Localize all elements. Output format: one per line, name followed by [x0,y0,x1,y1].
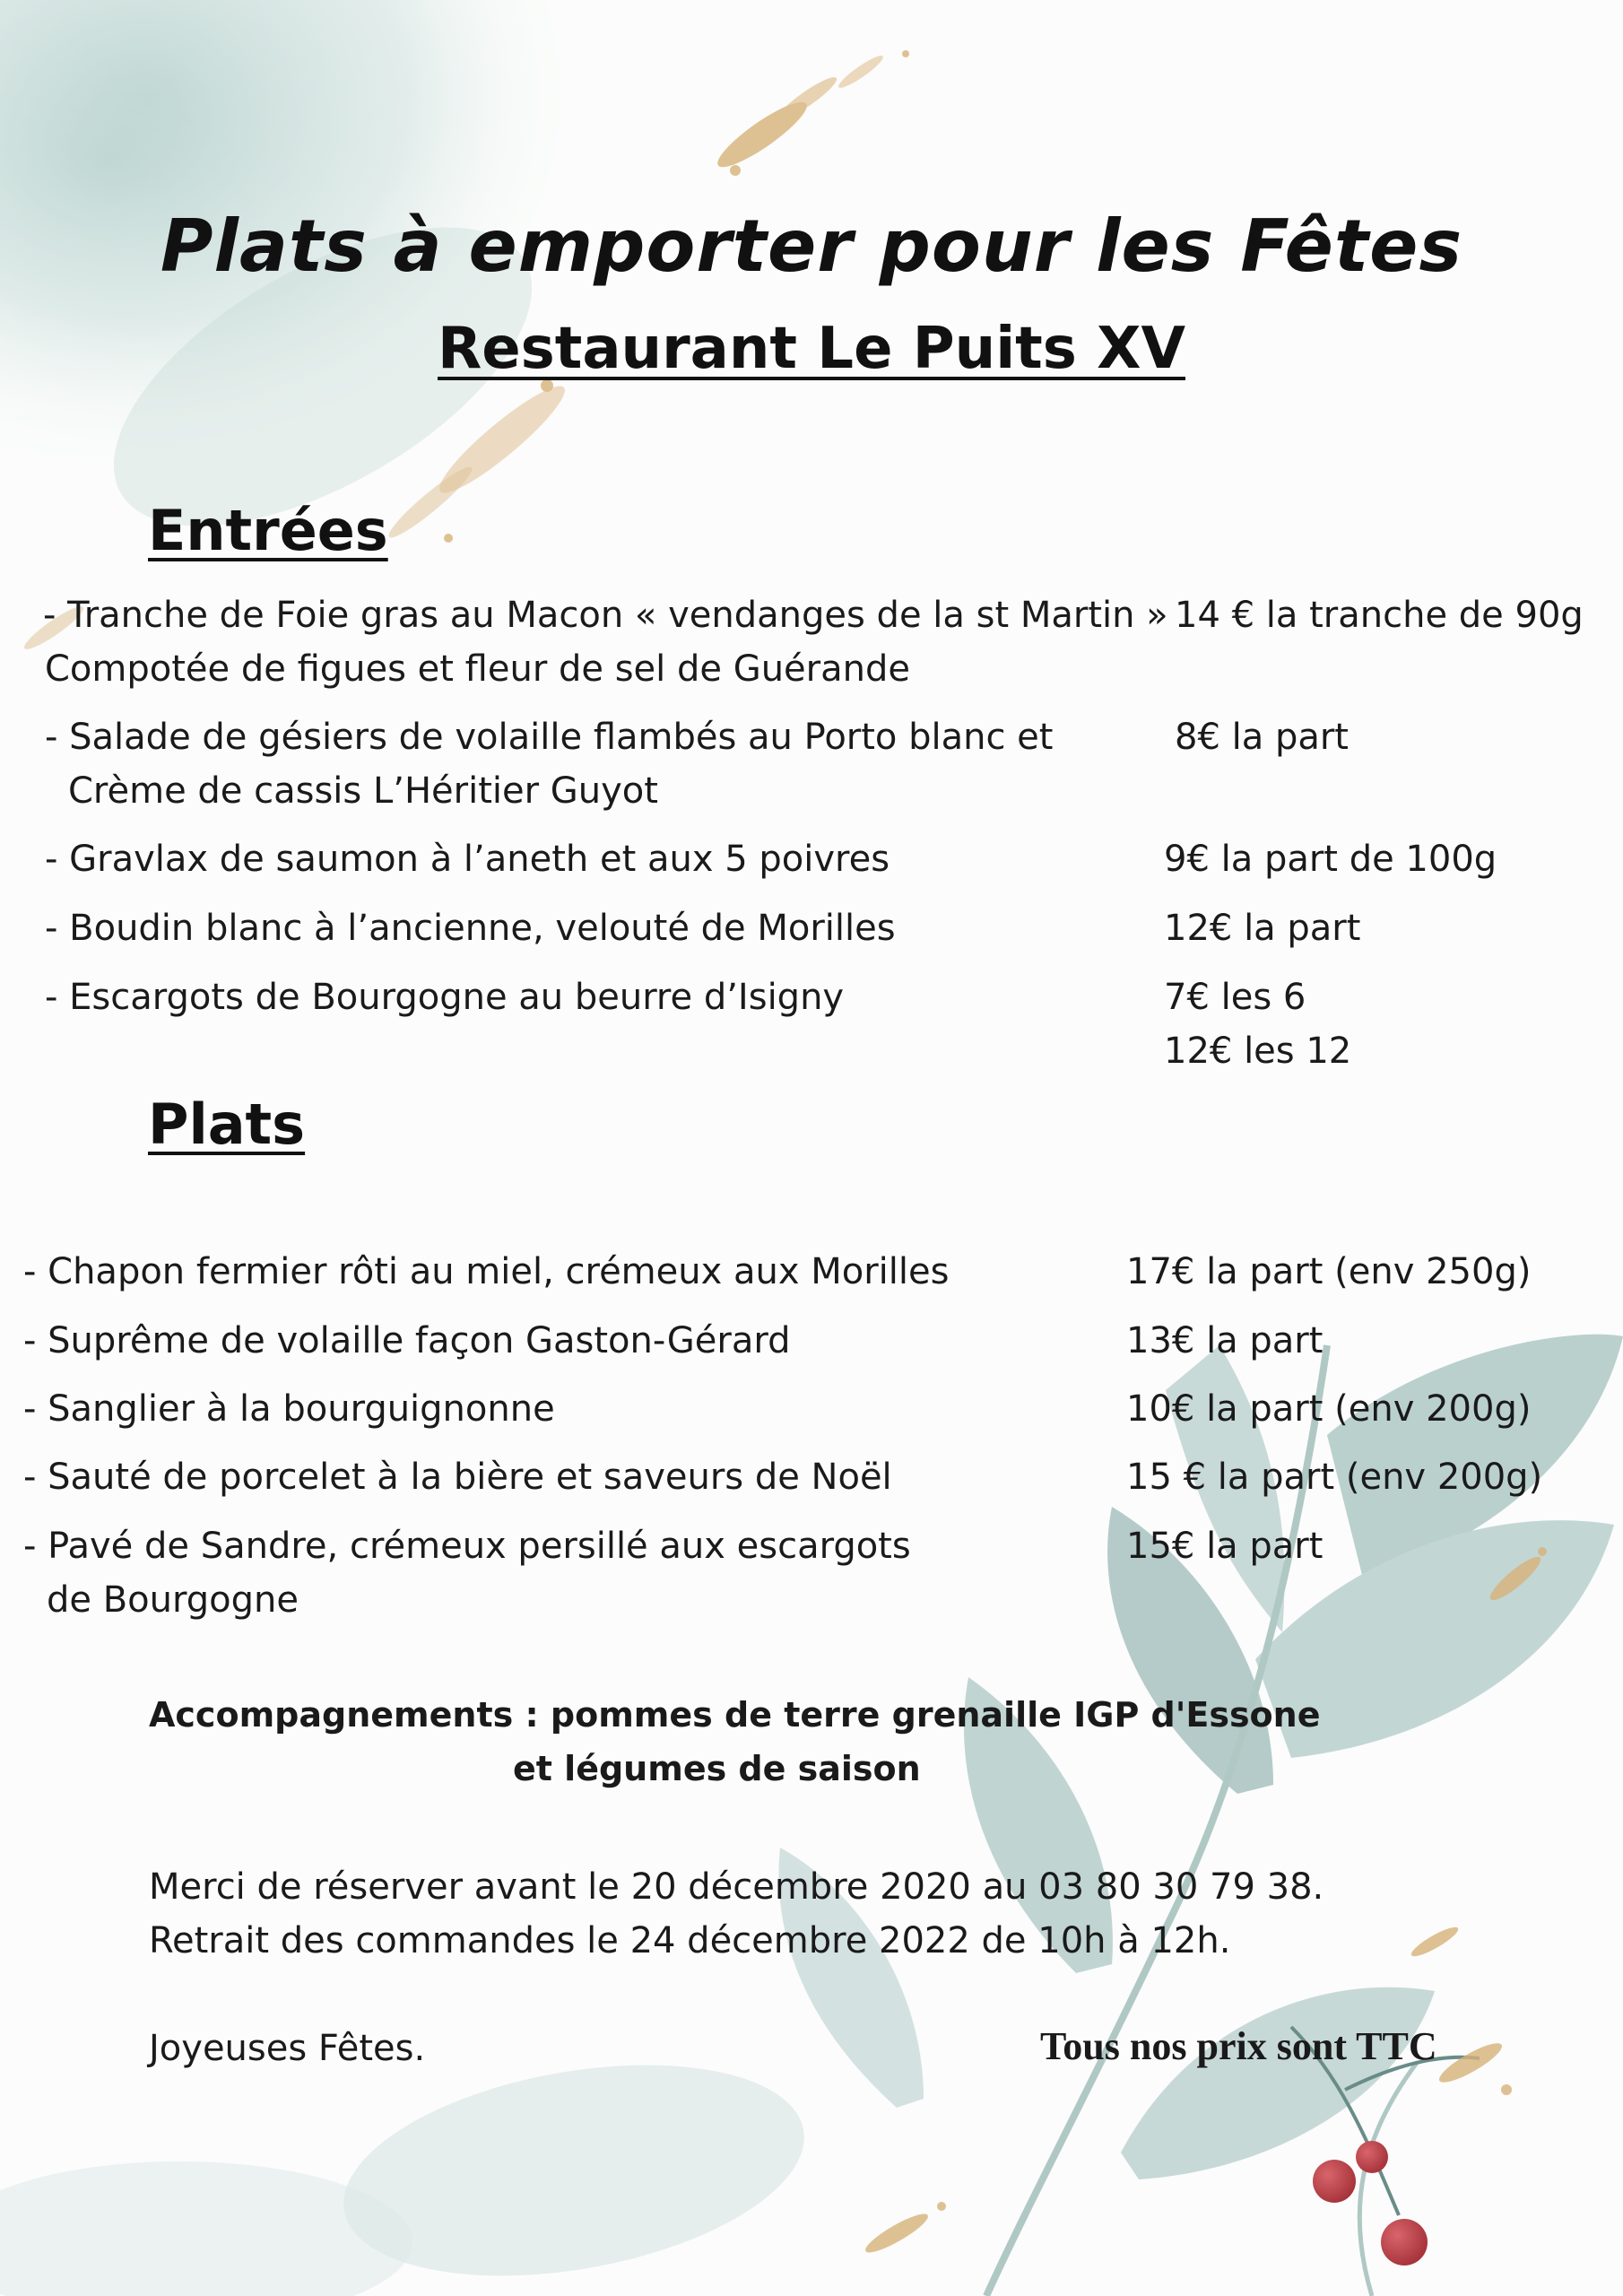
menu-item-name: - Suprême de volaille façon Gaston-Gérard [23,1320,791,1361]
accompaniments-line-1: Accompagnements : pommes de terre grenaille IGP d'Essone [149,1695,1321,1735]
menu-item-price: 7€ les 6 [1164,977,1306,1018]
menu-item-price: 14 € la tranche de 90g [1175,595,1584,636]
accompaniments-line-2: et légumes de saison [513,1749,921,1788]
section-heading-plats: Plats [148,1091,306,1157]
menu-item-price: 8€ la part [1175,717,1349,758]
menu-item-price: 17€ la part (env 250g) [1126,1251,1532,1292]
menu-item-price: 15 € la part (env 200g) [1126,1457,1543,1498]
menu-item-price: 12€ la part [1164,908,1361,949]
menu-item-name: - Gravlax de saumon à l’aneth et aux 5 poivres [45,839,890,880]
menu-item-name: - Boudin blanc à l’ancienne, velouté de Morilles [45,908,896,949]
menu-item-detail: Crème de cassis L’Héritier Guyot [68,770,658,812]
prices-ttc-note: Tous nos prix sont TTC [1040,2024,1437,2068]
section-heading-entrees: Entrées [148,498,388,563]
menu-item-price: 10€ la part (env 200g) [1126,1388,1532,1430]
menu-item-name: - Pavé de Sandre, crémeux persillé aux escargots [23,1526,911,1567]
greeting: Joyeuses Fêtes. [149,2028,426,2069]
page-title: Plats à emporter pour les Fêtes [160,204,1463,288]
menu-item-price: 13€ la part [1126,1320,1324,1361]
menu-item-name: - Chapon fermier rôti au miel, crémeux aux Morilles [23,1251,950,1292]
reservation-note: Merci de réserver avant le 20 décembre 2020 au 03 80 30 79 38. [149,1866,1324,1908]
menu-item-detail: de Bourgogne [47,1579,299,1621]
menu-item-price-alt: 12€ les 12 [1164,1031,1352,1072]
menu-item-name: - Escargots de Bourgogne au beurre d’Isigny [45,977,845,1018]
menu-item-name: - Sauté de porcelet à la bière et saveurs de Noël [23,1457,892,1498]
menu-item-price: 9€ la part de 100g [1164,839,1497,880]
restaurant-name: Restaurant Le Puits XV [437,316,1186,382]
menu-item-detail: Compotée de figues et fleur de sel de Guérande [45,648,910,690]
menu-item-name: - Sanglier à la bourguignonne [23,1388,555,1430]
menu-item-name: - Tranche de Foie gras au Macon « vendanges de la st Martin » [43,595,1168,636]
menu-item-price: 15€ la part [1126,1526,1324,1567]
pickup-note: Retrait des commandes le 24 décembre 2022 de 10h à 12h. [149,1920,1231,1961]
menu-item-name: - Salade de gésiers de volaille flambés au Porto blanc et [45,717,1054,758]
